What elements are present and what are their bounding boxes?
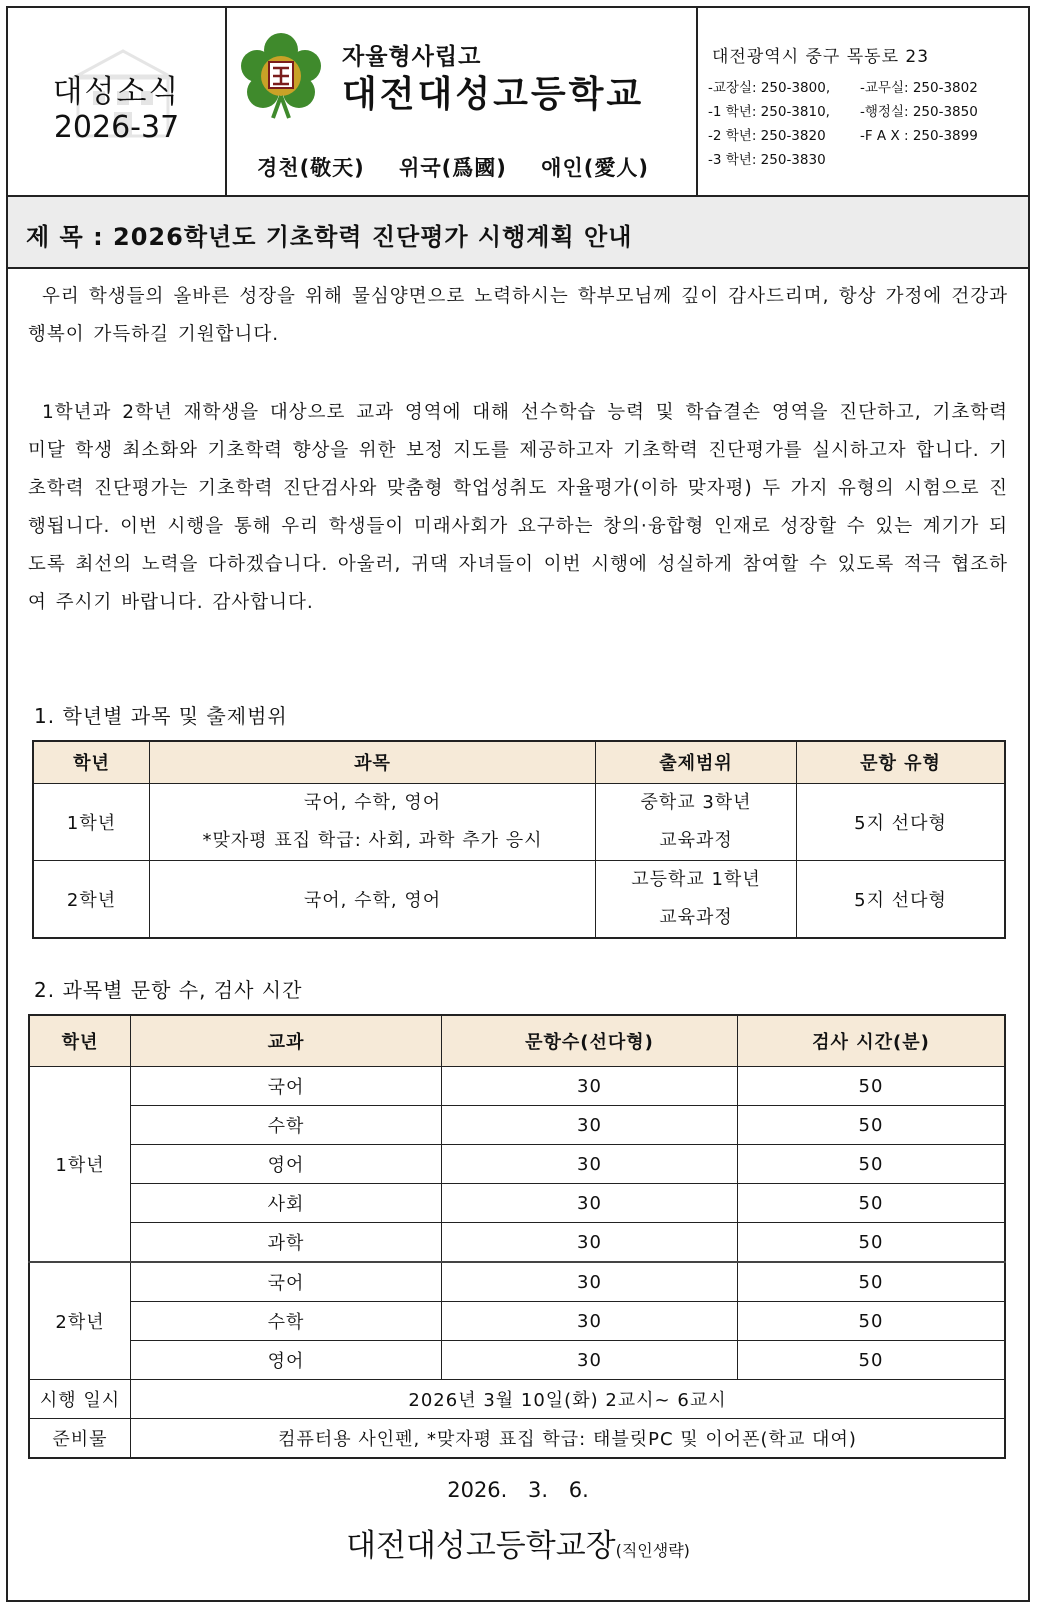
table-row bbox=[29, 1262, 1005, 1302]
time-cell: 50 bbox=[738, 1145, 1006, 1184]
greeting-paragraph bbox=[28, 278, 1008, 354]
schedule-value: 2026년 3월 10일(화) 2교시~ 6교시 bbox=[131, 1380, 1006, 1419]
table-row bbox=[29, 1223, 1005, 1263]
newsletter-badge bbox=[8, 8, 227, 195]
section-1-heading: 1. 학년별 과목 및 출제범위 bbox=[34, 704, 288, 728]
range-line: 교육과정 bbox=[659, 829, 733, 851]
table-row bbox=[29, 1184, 1005, 1223]
time-cell: 50 bbox=[738, 1067, 1006, 1106]
range-line: 교육과정 bbox=[659, 906, 733, 928]
column-header: 문항수(선다형) bbox=[442, 1015, 738, 1067]
grade-cell: 1학년 bbox=[33, 783, 150, 860]
table-row bbox=[29, 1145, 1005, 1184]
count-cell: 30 bbox=[442, 1067, 738, 1106]
phone-entry: -1 학년: 250-3810, bbox=[708, 104, 830, 120]
type-cell: 5지 선다형 bbox=[797, 860, 1006, 938]
table-header-row bbox=[33, 741, 1005, 783]
document-subject: 제 목 : 2026학년도 기초학력 진단평가 시행계획 안내 bbox=[26, 223, 633, 251]
subject-bar bbox=[8, 197, 1028, 269]
phone-entry: -행정실: 250-3850 bbox=[860, 104, 978, 120]
subject-range-table bbox=[32, 740, 1006, 939]
table-row bbox=[33, 783, 1005, 860]
paragraph-text: 1학년과 2학년 재학생을 대상으로 교과 영역에 대해 선수학습 능력 및 학습결손 영역을 진단하고, 기초학력 미달 학생 최소화와 기초학력 향상을 위한 보정 지도를 제공하고자 기초학력 진단평가를 실시하고자 합니다. 기초학력 진단평가는 기초학력 진단검사와 맞춤형 학업성취도 자율평가(이하 맞자평) 두 가지 유형의 시험으로 진행됩니다. 이번 시행을 통해 우리 학생들이 미래사회가 요구하는 창의·융합형 인재로 성장할 수 있는 계기가 되도록 최선의 노력을 다하겠습니다. 아울러, 귀댁 자녀들이 이번 시행에 성실하게 참여할 수 있도록 적극 협조하여 주시기 바랍니다. 감사합니다. bbox=[28, 402, 1008, 613]
grade-cell: 2학년 bbox=[29, 1262, 131, 1380]
range-cell bbox=[596, 860, 797, 938]
range-line: 고등학교 1학년 bbox=[631, 868, 761, 890]
materials-value: 컴퓨터용 사인펜, *맞자평 표집 학급: 태블릿PC 및 이어폰(학교 대여) bbox=[131, 1419, 1006, 1459]
table-header-row bbox=[29, 1015, 1005, 1067]
column-header: 학년 bbox=[29, 1015, 131, 1067]
table-row bbox=[29, 1067, 1005, 1106]
newsletter-title: 대성소식 bbox=[52, 74, 181, 110]
column-header: 과목 bbox=[150, 741, 596, 783]
school-name: 대전대성고등학교 bbox=[342, 74, 645, 115]
column-header: 학년 bbox=[33, 741, 150, 783]
phone-entry: -F A X : 250-3899 bbox=[860, 128, 978, 144]
time-cell: 50 bbox=[738, 1302, 1006, 1341]
phone-row bbox=[708, 148, 978, 172]
count-cell: 30 bbox=[442, 1302, 738, 1341]
subject-cell: 국어 bbox=[131, 1067, 442, 1106]
phone-entry: -교무실: 250-3802 bbox=[860, 80, 978, 96]
document-page bbox=[6, 6, 1030, 1602]
seal-note: (직인생략) bbox=[615, 1541, 690, 1560]
phone-list bbox=[708, 76, 978, 172]
subject-cell bbox=[150, 783, 596, 860]
phone-row bbox=[708, 124, 978, 148]
subject-cell: 영어 bbox=[131, 1145, 442, 1184]
time-cell: 50 bbox=[738, 1223, 1006, 1263]
table-row bbox=[29, 1341, 1005, 1380]
grade-cell: 2학년 bbox=[33, 860, 150, 938]
column-header: 검사 시간(분) bbox=[738, 1015, 1006, 1067]
table-row bbox=[29, 1106, 1005, 1145]
count-cell: 30 bbox=[442, 1262, 738, 1302]
count-cell: 30 bbox=[442, 1106, 738, 1145]
schedule-row bbox=[29, 1380, 1005, 1419]
schedule-label: 시행 일시 bbox=[29, 1380, 131, 1419]
time-cell: 50 bbox=[738, 1262, 1006, 1302]
subject-cell: 과학 bbox=[131, 1223, 442, 1263]
range-cell bbox=[596, 783, 797, 860]
school-emblem-icon bbox=[233, 28, 329, 124]
column-header: 교과 bbox=[131, 1015, 442, 1067]
column-header: 출제범위 bbox=[596, 741, 797, 783]
subject-cell: 수학 bbox=[131, 1302, 442, 1341]
newsletter-number: 2026-37 bbox=[53, 110, 180, 145]
subject-cell: 국어, 수학, 영어 bbox=[150, 860, 596, 938]
principal-signature bbox=[8, 1520, 1028, 1565]
subject-cell: 수학 bbox=[131, 1106, 442, 1145]
table-row bbox=[33, 860, 1005, 938]
signature-text: 대전대성고등학교장 bbox=[346, 1528, 616, 1564]
subject-note: *맞자평 표집 학급: 사회, 과학 추가 응시 bbox=[202, 829, 543, 851]
contact-info bbox=[698, 8, 1028, 195]
school-address: 대전광역시 중구 목동로 23 bbox=[712, 47, 930, 67]
count-cell: 30 bbox=[442, 1223, 738, 1263]
section-2-heading: 2. 과목별 문항 수, 검사 시간 bbox=[34, 978, 303, 1002]
subject-line: 국어, 수학, 영어 bbox=[303, 791, 442, 813]
item-time-table bbox=[28, 1014, 1006, 1459]
issue-date: 2026. 3. 6. bbox=[447, 1478, 589, 1502]
count-cell: 30 bbox=[442, 1145, 738, 1184]
paragraph-text: 우리 학생들의 올바른 성장을 위해 물심양면으로 노력하시는 학부모님께 깊이 감사드리며, 항상 가정에 건강과 행복이 가득하길 기원합니다. bbox=[28, 286, 1008, 345]
column-header: 문항 유형 bbox=[797, 741, 1006, 783]
materials-row bbox=[29, 1419, 1005, 1459]
body-paragraph bbox=[28, 394, 1008, 622]
count-cell: 30 bbox=[442, 1341, 738, 1380]
time-cell: 50 bbox=[738, 1106, 1006, 1145]
school-type: 자율형사립고 bbox=[342, 44, 482, 70]
type-cell: 5지 선다형 bbox=[797, 783, 1006, 860]
phone-entry: -3 학년: 250-3830 bbox=[708, 152, 826, 168]
range-line: 중학교 3학년 bbox=[640, 791, 752, 813]
letterhead bbox=[8, 8, 1028, 197]
grade-cell: 1학년 bbox=[29, 1067, 131, 1263]
phone-entry: -교장실: 250-3800, bbox=[708, 80, 831, 96]
count-cell: 30 bbox=[442, 1184, 738, 1223]
phone-entry: -2 학년: 250-3820 bbox=[708, 128, 826, 144]
materials-label: 준비물 bbox=[29, 1419, 131, 1459]
phone-row bbox=[708, 76, 978, 100]
time-cell: 50 bbox=[738, 1341, 1006, 1380]
phone-row bbox=[708, 100, 978, 124]
school-motto: 경천(敬天) 위국(爲國) 애인(愛人) bbox=[257, 156, 649, 180]
subject-cell: 영어 bbox=[131, 1341, 442, 1380]
subject-cell: 국어 bbox=[131, 1262, 442, 1302]
school-identity bbox=[227, 8, 698, 195]
time-cell: 50 bbox=[738, 1184, 1006, 1223]
subject-cell: 사회 bbox=[131, 1184, 442, 1223]
table-row bbox=[29, 1302, 1005, 1341]
